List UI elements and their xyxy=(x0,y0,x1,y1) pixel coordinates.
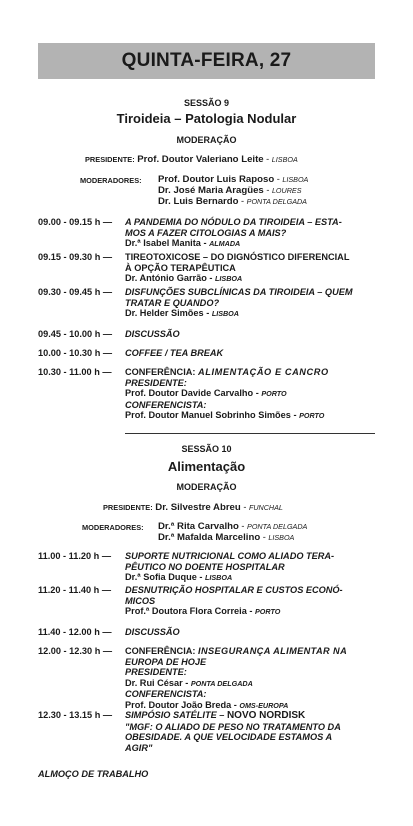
agenda-item: A PANDEMIA DO NÓDULO DA TIROIDEIA – ESTA- MOS A FAZER CITOLOGIAS A MAIS? Dr.ª Isabel Manita - ALMADA xyxy=(125,217,342,249)
session-9-moderation: MODERAÇÃO xyxy=(176,135,237,145)
s9-moderator-2: Dr. José Maria Aragües - LOURES xyxy=(158,185,302,196)
session-10-title: Alimentação xyxy=(167,459,246,474)
agenda-conference: CONFERÊNCIA: ALIMENTAÇÃO E CANCRO PRESIDENTE: Prof. Doutor Davide Carvalho - PORTO CONFERENCISTA: Prof. Doutor Manuel Sobrinho Simões - PORTO xyxy=(125,367,329,421)
agenda-time: 11.40 - 12.00 h — xyxy=(38,627,112,637)
session-separator xyxy=(125,433,375,434)
agenda-discussion: DISCUSSÃO xyxy=(125,329,180,339)
s10-president: PRESIDENTE: Dr. Silvestre Abreu - FUNCHAL xyxy=(103,502,283,513)
agenda-time: 09.00 - 09.15 h — xyxy=(38,217,113,227)
s9-moderators-role: MODERADORES: xyxy=(80,176,142,185)
day-header xyxy=(38,43,375,79)
agenda-time: 12.00 - 12.30 h — xyxy=(38,646,113,656)
session-9-title: Tiroideia – Patologia Nodular xyxy=(116,111,297,126)
agenda-symposium: SIMPÓSIO SATÉLITE – NOVO NORDISK "MGF: O ALIADO DE PESO NO TRATAMENTO DA OBESIDADE. A QUE VELOCIDADE ESTAMOS A AGIR" xyxy=(125,710,341,753)
lunch-item: ALMOÇO DE TRABALHO xyxy=(38,769,149,779)
session-10-label: SESSÃO 10 xyxy=(181,444,232,454)
s10-moderators-role: MODERADORES: xyxy=(82,523,144,532)
session-10-moderation: MODERAÇÃO xyxy=(176,482,237,492)
agenda-discussion: DISCUSSÃO xyxy=(125,627,180,637)
agenda-break: COFFEE / TEA BREAK xyxy=(125,348,224,358)
s9-moderator-3: Dr. Luis Bernardo - PONTA DELGADA xyxy=(158,196,307,207)
session-9-label: SESSÃO 9 xyxy=(183,98,230,108)
day-title: QUINTA-FEIRA, 27 xyxy=(121,50,292,71)
agenda-time: 09.30 - 09.45 h — xyxy=(38,287,113,297)
agenda-time: 09.45 - 10.00 h — xyxy=(38,329,113,339)
s9-moderator-1: Prof. Doutor Luis Raposo - LISBOA xyxy=(158,174,309,185)
agenda-time: 12.30 - 13.15 h — xyxy=(38,710,113,720)
agenda-time: 09.15 - 09.30 h — xyxy=(38,252,113,262)
s10-moderator-2: Dr.ª Mafalda Marcelino - LISBOA xyxy=(158,532,295,543)
s9-president: PRESIDENTE: Prof. Doutor Valeriano Leite - LISBOA xyxy=(85,154,298,165)
agenda-conference: CONFERÊNCIA: INSEGURANÇA ALIMENTAR NA EUROPA DE HOJE PRESIDENTE: Dr. Rui César - PONTA DELGADA CONFERENCISTA: Prof. Doutor João Breda - OMS-EUROPA xyxy=(125,646,348,710)
s10-moderator-1: Dr.ª Rita Carvalho - PONTA DELGADA xyxy=(158,521,308,532)
agenda-time: 11.00 - 11.20 h — xyxy=(38,551,112,561)
agenda-item: TIREOTOXICOSE – DO DIGNÓSTICO DIFERENCIAL À OPÇÃO TERAPÊUTICA Dr. António Garrão - LISBOA xyxy=(125,252,350,284)
agenda-item: SUPORTE NUTRICIONAL COMO ALIADO TERA- PÊUTICO NO DOENTE HOSPITALAR Dr.ª Sofia Duque - LISBOA xyxy=(125,551,335,583)
agenda-time: 11.20 - 11.40 h — xyxy=(38,585,112,595)
agenda-time: 10.30 - 11.00 h — xyxy=(38,367,112,377)
agenda-time: 10.00 - 10.30 h — xyxy=(38,348,113,358)
agenda-item: DESNUTRIÇÃO HOSPITALAR E CUSTOS ECONÓ- MICOS Prof.ª Doutora Flora Correia - PORTO xyxy=(125,585,343,617)
agenda-item: DISFUNÇÕES SUBCLÍNICAS DA TIROIDEIA – QUEM TRATAR E QUANDO? Dr. Helder Simões - LISBOA xyxy=(125,287,353,319)
